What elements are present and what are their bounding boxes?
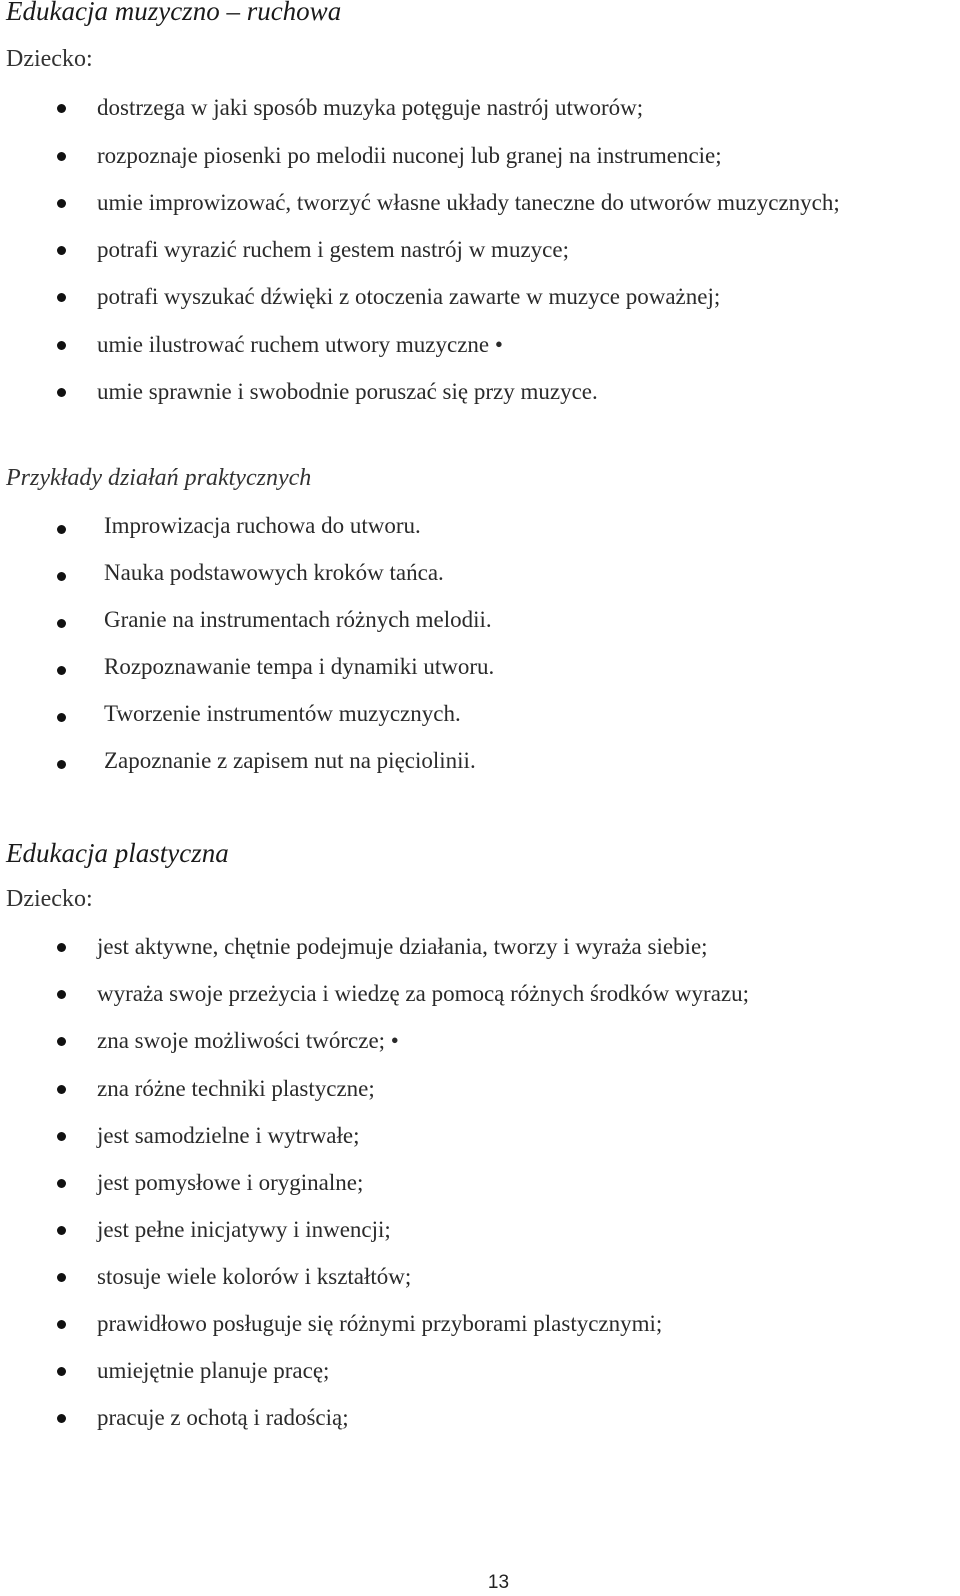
- list-item: umie ilustrować ruchem utwory muzyczne •: [97, 332, 503, 357]
- list-item: pracuje z ochotą i radością;: [97, 1405, 349, 1430]
- bullet-icon: [57, 990, 66, 999]
- bullet-icon: [57, 1037, 66, 1046]
- bullet-icon: [57, 572, 66, 581]
- bullet-icon: [57, 1179, 66, 1188]
- list-item: wyraża swoje przeżycia i wiedzę za pomocą różnych środków wyrazu;: [97, 981, 750, 1006]
- bullet-icon: [57, 246, 66, 255]
- bullet-icon: [57, 152, 66, 161]
- list-item: umiejętnie planuje pracę;: [97, 1358, 330, 1383]
- child-label-music: Dziecko:: [6, 46, 93, 72]
- list-item: Zapoznanie z zapisem nut na pięciolinii.: [104, 748, 476, 773]
- list-item: jest pomysłowe i oryginalne;: [97, 1170, 364, 1195]
- bullet-icon: [57, 666, 66, 675]
- section-title-art: Edukacja plastyczna: [6, 838, 229, 868]
- bullet-icon: [57, 1132, 66, 1141]
- examples-title: Przykłady działań praktycznych: [6, 465, 312, 491]
- list-item: umie sprawnie i swobodnie poruszać się przy muzyce.: [97, 379, 598, 404]
- list-item: rozpoznaje piosenki po melodii nuconej lub granej na instrumencie;: [97, 143, 722, 168]
- list-item: umie improwizować, tworzyć własne układy taneczne do utworów muzycznych;: [97, 190, 840, 215]
- bullet-icon: [57, 760, 66, 769]
- bullet-icon: [57, 341, 66, 350]
- list-item: jest aktywne, chętnie podejmuje działania, tworzy i wyraża siebie;: [97, 934, 708, 959]
- list-item: jest pełne inicjatywy i inwencji;: [97, 1217, 391, 1242]
- bullet-icon: [57, 1320, 66, 1329]
- list-item: jest samodzielne i wytrwałe;: [97, 1123, 360, 1148]
- bullet-icon: [57, 1273, 66, 1282]
- child-label-art: Dziecko:: [6, 886, 93, 912]
- section-title-music: Edukacja muzyczno – ruchowa: [6, 0, 342, 26]
- list-item: zna swoje możliwości twórcze; •: [97, 1028, 399, 1053]
- list-item: stosuje wiele kolorów i kształtów;: [97, 1264, 412, 1289]
- list-item: prawidłowo posługuje się różnymi przyborami plastycznymi;: [97, 1311, 663, 1336]
- list-item: dostrzega w jaki sposób muzyka potęguje nastrój utworów;: [97, 95, 644, 120]
- list-item: potrafi wyrazić ruchem i gestem nastrój w muzyce;: [97, 237, 569, 262]
- bullet-icon: [57, 943, 66, 952]
- list-item: Improwizacja ruchowa do utworu.: [104, 513, 421, 538]
- bullet-icon: [57, 713, 66, 722]
- bullet-icon: [57, 388, 66, 397]
- bullet-icon: [57, 293, 66, 302]
- bullet-icon: [57, 1367, 66, 1376]
- bullet-icon: [57, 104, 66, 113]
- bullet-icon: [57, 1085, 66, 1094]
- list-item: Rozpoznawanie tempa i dynamiki utworu.: [104, 654, 495, 679]
- bullet-icon: [57, 199, 66, 208]
- list-item: zna różne techniki plastyczne;: [97, 1076, 375, 1101]
- bullet-icon: [57, 1226, 66, 1235]
- bullet-icon: [57, 525, 66, 534]
- bullet-icon: [57, 1414, 66, 1423]
- list-item: Tworzenie instrumentów muzycznych.: [104, 701, 461, 726]
- page-number: 13: [487, 1572, 510, 1593]
- list-item: potrafi wyszukać dźwięki z otoczenia zawarte w muzyce poważnej;: [97, 284, 721, 309]
- bullet-icon: [57, 619, 66, 628]
- list-item: Granie na instrumentach różnych melodii.: [104, 607, 492, 632]
- list-item: Nauka podstawowych kroków tańca.: [104, 560, 444, 585]
